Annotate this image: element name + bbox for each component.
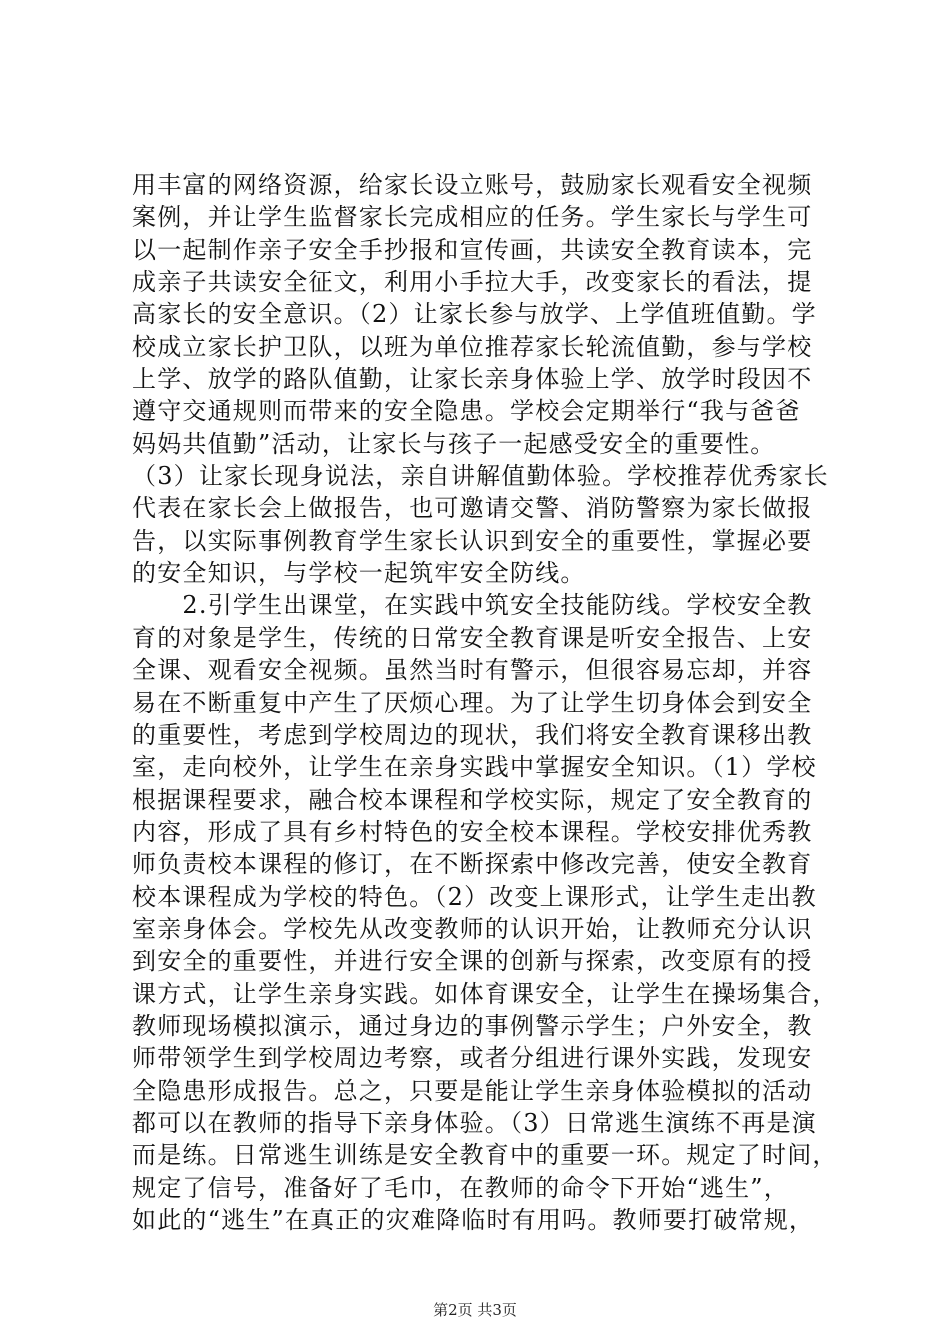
text-line: 以一起制作亲子安全手抄报和宣传画，共读安全教育读本，完	[132, 235, 813, 264]
text-line: 根据课程要求，融合校本课程和学校实际，规定了安全教育的	[132, 785, 813, 814]
text-line: 妈妈共值勤”活动，让家长与孩子一起感受安全的重要性。	[132, 429, 776, 458]
text-line: 用丰富的网络资源，给家长设立账号，鼓励家长观看安全视频	[132, 171, 813, 199]
text-line: 上学、放学的路队值勤，让家长亲身体验上学、放学时段因不	[132, 365, 813, 394]
text-line: 到安全的重要性，并进行安全课的创新与探索，改变原有的授	[132, 947, 813, 976]
text-line: 如此的“逃生”在真正的灾难降临时有用吗。教师要打破常规，	[132, 1206, 815, 1234]
text-line: 室，走向校外，让学生在亲身实践中掌握安全知识。（1）学校	[132, 753, 817, 782]
text-line: 教师现场模拟演示，通过身边的事例警示学生；户外安全，教	[132, 1011, 813, 1040]
document-body	[132, 169, 838, 1236]
text-line: 全课、观看安全视频。虽然当时有警示，但很容易忘却，并容	[132, 656, 813, 685]
text-line: 代表在家长会上做报告，也可邀请交警、消防警察为家长做报	[132, 494, 813, 523]
text-line: 师负责校本课程的修订，在不断探索中修改完善，使安全教育	[132, 850, 813, 879]
text-line: 校成立家长护卫队，以班为单位推荐家长轮流值勤，参与学校	[132, 332, 813, 361]
text-line: 成亲子共读安全征文，利用小手拉大手，改变家长的看法，提	[132, 268, 813, 297]
text-line: 遵守交通规则而带来的安全隐患。学校会定期举行“我与爸爸	[132, 397, 801, 426]
text-line: 室亲身体会。学校先从改变教师的认识开始，让教师充分认识	[132, 914, 813, 943]
text-line: 课方式，让学生亲身实践。如体育课安全，让学生在操场集合，	[132, 979, 838, 1008]
text-line: 2.引学生出课堂，在实践中筑安全技能防线。学校安全教	[132, 591, 813, 620]
text-line: 告，以实际事例教育学生家长认识到安全的重要性，掌握必要	[132, 526, 813, 555]
text-line: 易在不断重复中产生了厌烦心理。为了让学生切身体会到安全	[132, 688, 813, 717]
text-line: 而是练。日常逃生训练是安全教育中的重要一环。规定了时间，	[132, 1141, 838, 1170]
text-line: 校本课程成为学校的特色。（2）改变上课形式，让学生走出教	[132, 882, 817, 911]
text-line: 的安全知识，与学校一起筑牢安全防线。	[132, 559, 586, 588]
page-footer: 第2页 共3页	[433, 1301, 517, 1319]
text-line: 规定了信号，准备好了毛巾，在教师的命令下开始“逃生”，	[132, 1173, 789, 1202]
text-line: （3）让家长现身说法，亲自讲解值勤体验。学校推荐优秀家长	[132, 462, 829, 491]
text-line: 师带领学生到学校周边考察，或者分组进行课外实践，发现安	[132, 1044, 813, 1073]
text-line: 的重要性，考虑到学校周边的现状，我们将安全教育课移出教	[132, 720, 813, 749]
text-line: 都可以在教师的指导下亲身体验。（3）日常逃生演练不再是演	[132, 1108, 817, 1137]
text-line: 全隐患形成报告。总之，只要是能让学生亲身体验模拟的活动	[132, 1076, 813, 1105]
text-line: 育的对象是学生，传统的日常安全教育课是听安全报告、上安	[132, 623, 813, 652]
text-line: 高家长的安全意识。（2）让家长参与放学、上学值班值勤。学	[132, 300, 817, 329]
text-line: 内容，形成了具有乡村特色的安全校本课程。学校安排优秀教	[132, 817, 813, 846]
text-line: 案例，并让学生监督家长完成相应的任务。学生家长与学生可	[132, 203, 813, 232]
